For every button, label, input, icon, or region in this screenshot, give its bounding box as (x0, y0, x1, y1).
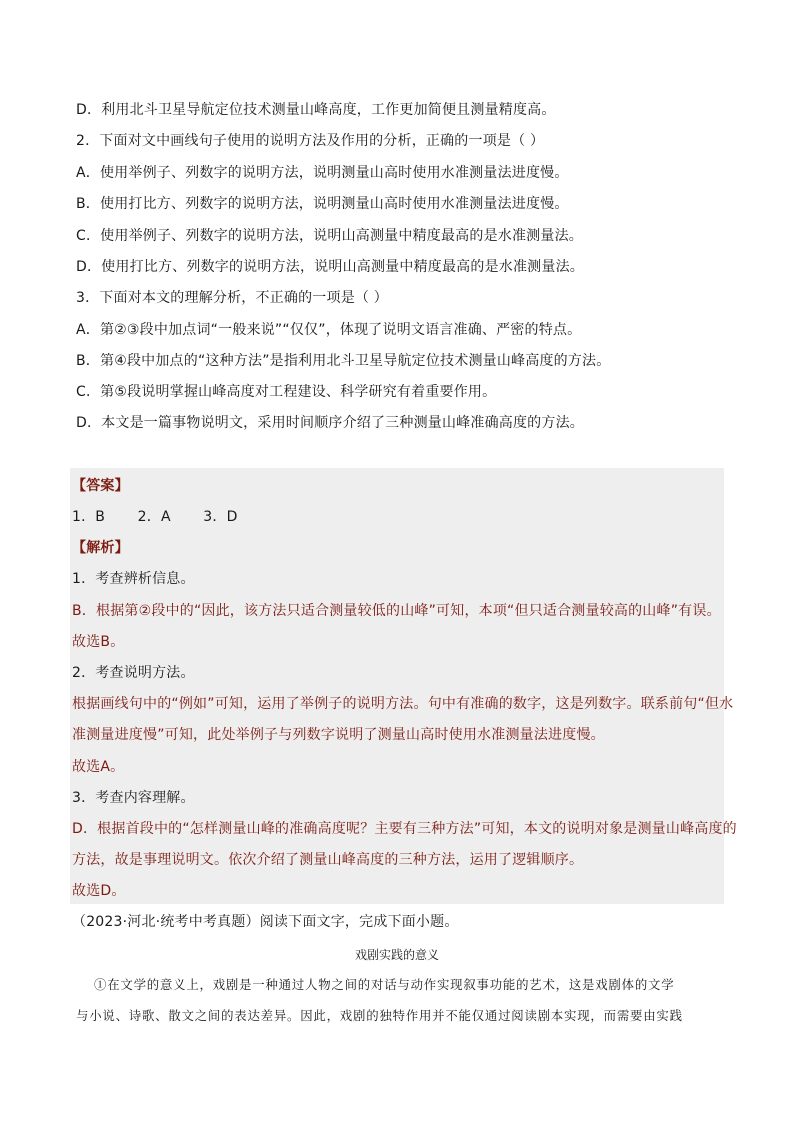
analysis-line-10: 方法，故是事理说明文。依次介绍了测量山峰高度的三种方法，运用了逻辑顺序。 (72, 852, 584, 868)
q2-option-c: C．使用举例子、列数字的说明方法，说明山高测量中精度最高的是水准测量法。 (76, 228, 583, 244)
q3-option-c: C．第⑤段说明掌握山峰高度对工程建设、科学研究有着重要作用。 (76, 384, 497, 400)
q1-option-d: D．利用北斗卫星导航定位技术测量山峰高度，工作更加简便且测量精度高。 (76, 102, 556, 118)
analysis-line-4: 2．考查说明方法。 (72, 665, 195, 681)
q3-option-a: A．第②③段中加点词“一般来说”“仅仅”，体现了说明文语言准确、严密的特点。 (76, 322, 582, 338)
answer-values: 1．B 2．A 3．D (72, 509, 238, 525)
analysis-line-6: 准测量进度慢”可知，此处举例子与列数字说明了测量山高时使用水准测量法进度慢。 (72, 727, 605, 743)
next-section-intro: （2023·河北·统考中考真题）阅读下面文字，完成下面小题。 (72, 914, 459, 930)
q2-option-d: D．使用打比方、列数字的说明方法，说明山高测量中精度最高的是水准测量法。 (76, 259, 584, 275)
analysis-heading: 【解析】 (72, 540, 129, 556)
article-para-line-2: 与小说、诗歌、散文之间的表达差异。因此，戏剧的独特作用并不能仅通过阅读剧本实现，而需要由实践 (76, 1008, 683, 1023)
q3-option-d: D．本文是一篇事物说明文，采用时间顺序介绍了三种测量山峰准确高度的方法。 (76, 415, 584, 431)
q2-option-b: B．使用打比方、列数字的说明方法，说明测量山高时使用水准测量法进度慢。 (76, 196, 569, 212)
q2-stem: 2．下面对文中画线句子使用的说明方法及作用的分析，正确的一项是（ ） (76, 133, 545, 149)
article-title: 戏剧实践的意义 (354, 948, 439, 962)
article-para-line-1: ①在文学的意义上，戏剧是一种通过人物之间的对话与动作实现叙事功能的艺术，这是戏剧体的文学 (94, 977, 675, 992)
q2-option-a: A．使用举例子、列数字的说明方法，说明测量山高时使用水准测量法进度慢。 (76, 165, 569, 181)
analysis-line-9: D．根据首段中的“怎样测量山峰的准确高度呢？主要有三种方法”可知，本文的说明对象是测量山峰高度的 (72, 821, 737, 837)
analysis-line-3: 故选B。 (72, 634, 125, 650)
analysis-line-8: 3．考查内容理解。 (72, 790, 195, 806)
analysis-line-1: 1．考查辨析信息。 (72, 571, 195, 587)
analysis-line-7: 故选A。 (72, 759, 125, 775)
q3-option-b: B．第④段中加点的“这种方法”是指利用北斗卫星导航定位技术测量山峰高度的方法。 (76, 353, 611, 369)
analysis-line-5: 根据画线句中的“例如”可知，运用了举例子的说明方法。句中有准确的数字，这是列数字。联系前句“但水 (72, 696, 734, 712)
answer-heading: 【答案】 (72, 478, 129, 494)
analysis-line-11: 故选D。 (72, 883, 126, 899)
analysis-line-2: B．根据第②段中的“因此，该方法只适合测量较低的山峰”可知，本项“但只适合测量较高的山峰”有误。 (72, 603, 721, 619)
q3-stem: 3．下面对本文的理解分析，不正确的一项是（ ） (76, 290, 388, 306)
